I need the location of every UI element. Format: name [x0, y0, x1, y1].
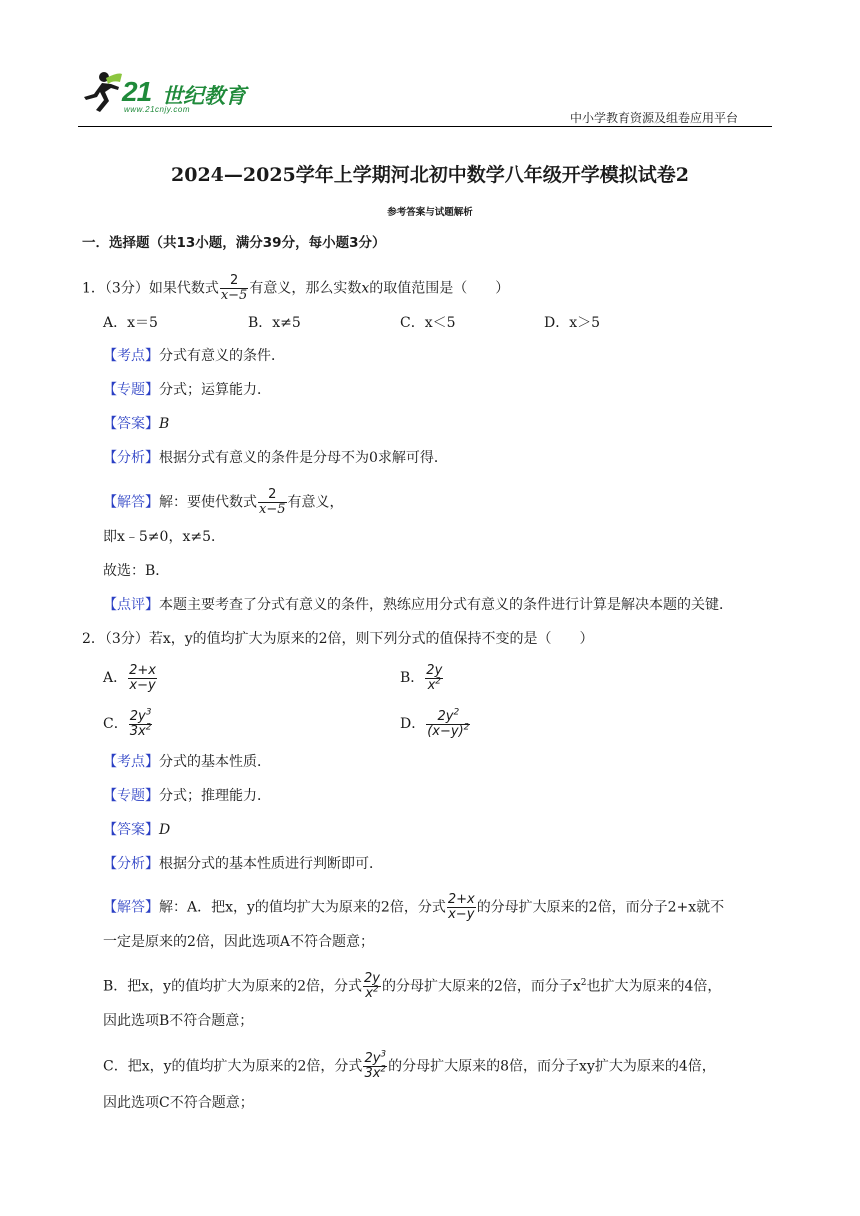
- q2-jieda-a: [103, 893, 724, 922]
- q2-jieda-a3: 一定是原来的2倍，因此选项A不符合题意；: [103, 934, 375, 950]
- q1-option-d: D．x＞5: [544, 315, 601, 331]
- q2-c-num: 2y: [129, 708, 146, 724]
- q2-jieda-c-num: 2y: [364, 1051, 381, 1066]
- q2-jieda-c-num-sup: 3: [380, 1049, 387, 1060]
- q1-dianping-text: 本题主要考查了分式有意义的条件，熟练应用分式有意义的条件进行计算是解决本题的关键．: [159, 597, 733, 613]
- q1-dianping-tag: 【点评】: [103, 597, 159, 613]
- q1-stem-c: 的取值范围是（ ）: [369, 280, 510, 297]
- q1-jieda-a: 解：要使代数式: [159, 494, 257, 511]
- q2-jieda-b-sup: 2: [580, 977, 587, 988]
- q1-stem-a: 1．（3分）如果代数式: [82, 280, 219, 297]
- q2-b-frac: [425, 664, 443, 693]
- q1-zhuanti-text: 分式；运算能力．: [159, 382, 271, 398]
- q2-option-a: [103, 662, 158, 694]
- q2-daan-text: D: [159, 822, 171, 838]
- q1-fraction: [220, 274, 249, 303]
- platform-name: 中小学教育资源及组卷应用平台: [569, 111, 738, 125]
- page-title: 2024—2025学年上学期河北初中数学八年级开学模拟试卷2: [171, 164, 689, 186]
- section-heading: 一．选择题（共13小题，满分39分，每小题3分）: [82, 235, 386, 251]
- q2-d-label: D．: [400, 716, 426, 732]
- q2-c-den-sup: 2: [145, 722, 152, 733]
- q1-kaodian: [103, 346, 285, 366]
- q2-b-label: B．: [400, 670, 425, 686]
- q2-jieda-a-frac: [447, 893, 476, 922]
- q1-step2: 故选：B．: [103, 563, 170, 579]
- q1-jieda-frac-num: 2: [268, 487, 277, 502]
- q1-stem-b: 有意义，那么实数: [249, 280, 362, 297]
- q1-option-a: A．x＝5: [103, 315, 158, 331]
- q2-jieda-b-den: x: [365, 986, 373, 1001]
- q2-daan: [103, 820, 170, 840]
- q2-jieda-b2: 的分母扩大原来的2倍，而分子x: [381, 978, 581, 995]
- q2-d-den-sup: 2: [463, 722, 470, 733]
- q2-jieda-c3: 因此选项C不符合题意；: [103, 1095, 254, 1111]
- q2-jieda-b1: B．把x，y的值均扩大为原来的2倍，分式: [103, 978, 362, 995]
- q2-b-den: x: [427, 677, 436, 693]
- q1-option-c: C．x＜5: [400, 315, 456, 331]
- q1-jieda-tag: 【解答】: [103, 494, 159, 511]
- q1-jieda: [103, 488, 344, 517]
- q2-option-b: [400, 662, 444, 694]
- q1-frac-num: 2: [229, 273, 239, 288]
- q2-c-den: 3x: [129, 723, 146, 739]
- q2-daan-tag: 【答案】: [103, 822, 159, 838]
- logo-url: www.21cnjy.com: [124, 105, 190, 114]
- q2-zhuanti-tag: 【专题】: [103, 788, 159, 804]
- q1-daan: [103, 414, 169, 434]
- q1-fenxi-tag: 【分析】: [103, 450, 159, 466]
- q2-b-num: 2y: [426, 662, 443, 678]
- q1-frac-den: x−5: [220, 288, 248, 303]
- page-subtitle: 参考答案与试题解析: [387, 207, 473, 218]
- q2-jieda-a1: 解：A．把x，y的值均扩大为原来的2倍，分式: [159, 899, 446, 916]
- q2-c-frac: [129, 707, 153, 739]
- q1-kaodian-text: 分式有意义的条件．: [159, 348, 285, 364]
- q2-a-num: 2+x: [129, 662, 156, 678]
- q2-c-label: C．: [103, 716, 128, 732]
- q2-fenxi-text: 根据分式的基本性质进行判断即可．: [159, 856, 383, 872]
- q2-jieda-c-frac: [363, 1049, 387, 1081]
- q2-b-den-sup: 2: [435, 676, 441, 687]
- q2-jieda-b-num: 2y: [364, 971, 380, 986]
- q2-d-num: 2y: [437, 708, 454, 724]
- q2-option-d: [400, 708, 471, 740]
- q2-jieda-b3: 也扩大为原来的4倍，: [586, 978, 722, 995]
- q2-a-den: x−y: [129, 677, 156, 693]
- q1-fenxi: [103, 448, 448, 468]
- q2-fenxi: [103, 854, 383, 874]
- logo: [80, 68, 250, 118]
- q2-stem: 2．（3分）若x，y的值均扩大为原来的2倍，则下列分式的值保持不变的是（ ）: [82, 631, 594, 647]
- q2-jieda-tag: 【解答】: [103, 899, 159, 916]
- q1-daan-tag: 【答案】: [103, 416, 159, 432]
- q1-kaodian-tag: 【考点】: [103, 348, 159, 364]
- q2-jieda-b: [103, 972, 721, 1001]
- q2-c-num-sup: 3: [145, 707, 152, 718]
- q1-jieda-b: 有意义，: [287, 494, 344, 511]
- logo-text: 世纪教育: [162, 84, 246, 108]
- logo-21: 21: [122, 76, 152, 107]
- q2-jieda-b-den-sup: 2: [372, 984, 379, 995]
- q1-zhuanti-tag: 【专题】: [103, 382, 159, 398]
- q1-jieda-frac-den: x−5: [259, 502, 286, 517]
- q2-fenxi-tag: 【分析】: [103, 856, 159, 872]
- q2-kaodian-text: 分式的基本性质．: [159, 754, 271, 770]
- q2-kaodian-tag: 【考点】: [103, 754, 159, 770]
- q2-a-label: A．: [103, 670, 128, 686]
- q2-zhuanti-text: 分式；推理能力．: [159, 788, 271, 804]
- q2-a-frac: [128, 664, 157, 693]
- q2-jieda-c2: 的分母扩大原来的8倍，而分子xy扩大为原来的4倍，: [388, 1058, 716, 1075]
- q2-jieda-a-den: x−y: [448, 907, 475, 922]
- q1-option-b: B．x≠5: [248, 315, 301, 331]
- q2-jieda-c: [103, 1049, 716, 1081]
- q2-jieda-a-num: 2+x: [447, 892, 475, 907]
- q1-step1: 即x﹣5≠0，x≠5．: [103, 529, 225, 545]
- q2-jieda-b-frac: [363, 972, 381, 1001]
- q1-stem: [82, 274, 509, 303]
- q2-option-c: [103, 708, 153, 740]
- q1-dianping: [103, 595, 733, 615]
- q1-fenxi-text: 根据分式有意义的条件是分母不为0求解可得．: [159, 450, 448, 466]
- q1-daan-text: B: [159, 416, 170, 432]
- q2-d-num-sup: 2: [453, 707, 460, 718]
- q2-kaodian: [103, 752, 271, 772]
- q2-zhuanti: [103, 786, 271, 806]
- q2-jieda-b4: 因此选项B不符合题意；: [103, 1013, 254, 1029]
- q1-zhuanti: [103, 380, 271, 400]
- q2-d-frac: [426, 707, 470, 739]
- q2-jieda-c-den: 3x: [364, 1066, 381, 1081]
- q2-jieda-c1: C．把x，y的值均扩大为原来的2倍，分式: [103, 1058, 363, 1075]
- q2-jieda-a2: 的分母扩大原来的2倍，而分子2+x就不: [476, 899, 725, 916]
- runner-logo-icon: [80, 70, 124, 114]
- q2-d-den: (x−y): [427, 723, 464, 739]
- q2-jieda-c-den-sup: 2: [380, 1064, 387, 1075]
- header-divider: [78, 126, 772, 127]
- q1-jieda-fraction: [258, 488, 287, 517]
- q1-stem-x: x: [361, 280, 370, 297]
